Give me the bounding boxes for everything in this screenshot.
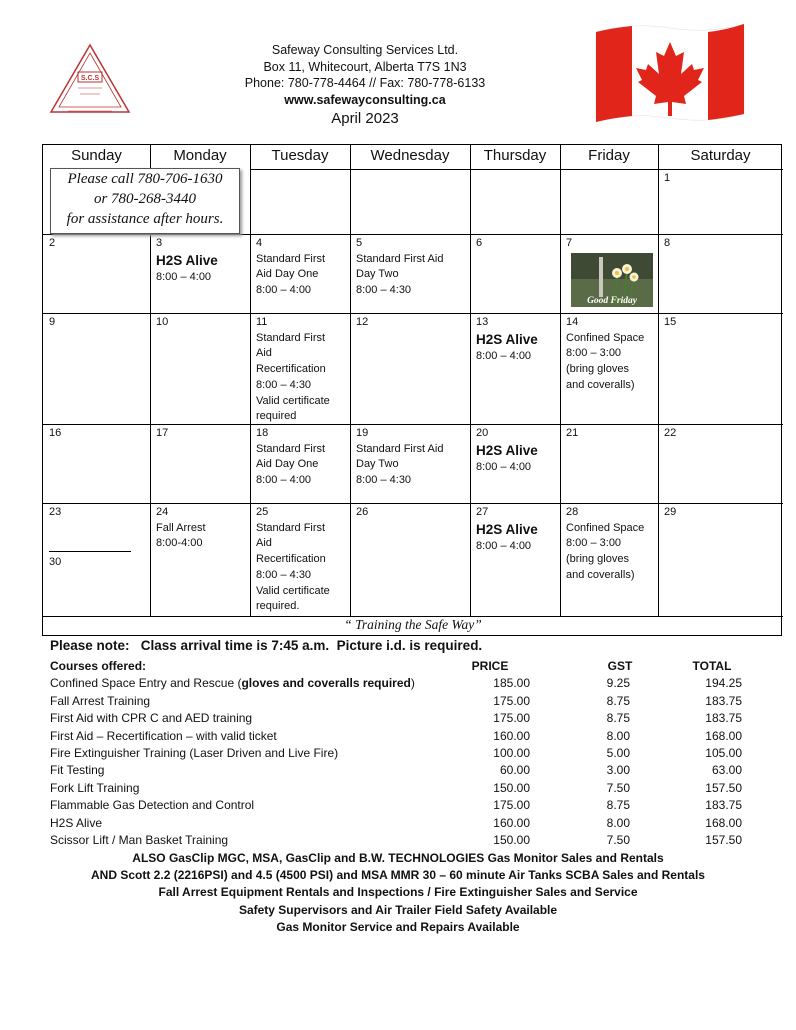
event-line: Aid Day One [256, 458, 319, 471]
course-name: H2S Alive [50, 815, 103, 830]
day-number: 29 [664, 506, 677, 518]
day-number: 14 [566, 316, 579, 328]
event-line: 8:00 – 4:00 [476, 539, 532, 552]
day-number: 4 [256, 237, 263, 249]
day-header-friday: Friday [588, 147, 630, 164]
event-line: 8:00 – 4:30 [256, 568, 312, 581]
day-cell [658, 313, 783, 424]
event-line: 8:00 – 4:00 [256, 284, 312, 297]
day-number: 21 [566, 427, 579, 439]
course-gst: 8.00 [606, 815, 630, 830]
safeway-logo-icon [48, 42, 132, 116]
company-header [200, 42, 530, 129]
event-line: 8:00 – 4:30 [256, 378, 312, 391]
day-number: 24 [156, 506, 169, 518]
day-number: 12 [356, 316, 369, 328]
event-line: required [256, 410, 297, 423]
day-cell [658, 234, 783, 313]
day-number: 22 [664, 427, 677, 439]
service-line: AND Scott 2.2 (2216PSI) and 4.5 (4500 PSI) and MSA MMR 30 – 60 minute Air Tanks SCBA Sales and Rentals [91, 868, 705, 883]
event-title: H2S Alive [476, 442, 538, 458]
event-line: 8:00 – 4:00 [156, 270, 212, 283]
day-cell [350, 313, 470, 424]
day-cell [150, 234, 250, 313]
course-name: Scissor Lift / Man Basket Training [50, 832, 229, 847]
day-number: 15 [664, 316, 677, 328]
day-cell [560, 313, 658, 424]
table-row [50, 832, 750, 849]
header-courses: Courses offered: [50, 659, 147, 673]
course-gst: 8.75 [606, 798, 630, 813]
course-gst: 8.00 [606, 728, 630, 743]
day-header-saturday: Saturday [690, 147, 751, 164]
event-line: 8:00 – 3:00 [566, 537, 622, 550]
day-cell [350, 503, 470, 616]
day-number: 26 [356, 506, 369, 518]
service-line: Fall Arrest Equipment Rentals and Inspections / Fire Extinguisher Sales and Service [158, 885, 638, 900]
callout-line: Please call 780-706-1630 [67, 171, 223, 187]
day-cell [470, 234, 560, 313]
event-line: 8:00 – 4:30 [356, 284, 412, 297]
day-cell [43, 503, 150, 616]
table-row [50, 728, 750, 745]
event-line: Standard First [256, 331, 326, 344]
course-total: 63.00 [711, 763, 742, 778]
course-price: 175.00 [493, 693, 530, 708]
course-gst: 7.50 [606, 832, 630, 847]
course-name: Fall Arrest Training [50, 693, 151, 708]
price-table-header [50, 658, 750, 675]
callout-line: or 780-268-3440 [93, 191, 197, 207]
course-total: 168.00 [705, 728, 742, 743]
course-price: 150.00 [493, 780, 530, 795]
day-header-wednesday: Wednesday [370, 147, 450, 164]
day-header-tuesday: Tuesday [271, 147, 329, 164]
table-row [50, 762, 750, 779]
day-cell [658, 169, 783, 234]
course-name: First Aid – Recertification – with valid ticket [50, 728, 277, 743]
company-website[interactable]: www.safewayconsulting.ca [284, 92, 446, 107]
table-row [50, 693, 750, 710]
day-number: 8 [664, 237, 671, 249]
arrival-note: Please note: Class arrival time is 7:45 a.m. Picture i.d. is required. [50, 638, 483, 653]
course-gst: 7.50 [606, 780, 630, 795]
day-number: 30 [49, 555, 62, 568]
event-line: Valid certificate [256, 584, 330, 597]
course-total: 168.00 [705, 815, 742, 830]
day-number: 28 [566, 506, 579, 518]
day-number: 2 [49, 237, 56, 249]
event-line: Recertification [256, 363, 326, 376]
course-total: 183.75 [705, 711, 742, 726]
event-line: Standard First Aid [356, 442, 444, 455]
table-row [50, 675, 750, 692]
course-gst: 8.75 [606, 693, 630, 708]
day-cell [150, 313, 250, 424]
course-name: Confined Space Entry and Rescue (gloves and coveralls required) [50, 676, 415, 691]
day-cell [470, 313, 560, 424]
course-total: 183.75 [705, 693, 742, 708]
day-cell [43, 424, 150, 503]
course-gst: 5.00 [606, 745, 630, 760]
day-number: 16 [49, 427, 62, 439]
table-row [50, 797, 750, 814]
table-row [50, 745, 750, 762]
company-phone: Phone: 780-778-4464 // Fax: 780-778-6133 [244, 76, 486, 90]
event-line: (bring gloves [566, 553, 629, 566]
event-line: 8:00 – 4:00 [256, 474, 312, 487]
course-gst: 9.25 [606, 676, 630, 691]
header-gst: GST [607, 659, 633, 673]
event-line: required. [256, 600, 300, 613]
course-total: 194.25 [705, 676, 742, 691]
course-name: Fork Lift Training [50, 780, 140, 795]
event-line: Aid [256, 537, 272, 550]
event-title: H2S Alive [476, 331, 538, 347]
good-friday-image [571, 253, 653, 307]
event-line: (bring gloves [566, 363, 629, 376]
day-cell [470, 424, 560, 503]
table-row [50, 710, 750, 727]
event-line: 8:00 – 4:00 [476, 349, 532, 362]
day-header-monday: Monday [173, 147, 227, 164]
course-price: 60.00 [499, 763, 530, 778]
day-cell [350, 424, 470, 503]
split-divider [49, 551, 131, 552]
event-line: Standard First [256, 521, 326, 534]
day-number: 25 [256, 506, 269, 518]
course-price: 175.00 [493, 711, 530, 726]
day-number: 9 [49, 316, 56, 328]
header-price: PRICE [471, 659, 509, 673]
day-cell [250, 234, 350, 313]
day-cell [560, 424, 658, 503]
logo-text: S.C.S [80, 75, 100, 82]
event-line: and coveralls) [566, 568, 635, 581]
day-cell [150, 503, 250, 616]
day-number: 5 [356, 237, 363, 249]
day-cell [560, 503, 658, 616]
service-line: Gas Monitor Service and Repairs Available [276, 919, 520, 934]
services-list [40, 850, 756, 936]
event-line: Fall Arrest [156, 521, 206, 534]
event-line: Standard First [256, 252, 326, 265]
day-number: 11 [256, 316, 268, 328]
event-line: Aid Day One [256, 268, 319, 281]
event-line: Aid [256, 347, 272, 360]
day-number: 6 [476, 237, 483, 249]
event-title: H2S Alive [156, 252, 218, 268]
event-title: H2S Alive [476, 521, 538, 537]
course-price: 160.00 [493, 728, 530, 743]
course-price: 100.00 [493, 745, 530, 760]
day-cell [43, 313, 150, 424]
event-line: Confined Space [566, 331, 645, 344]
event-line: Day Two [356, 268, 399, 281]
day-cell [250, 424, 350, 503]
day-header-thursday: Thursday [483, 147, 547, 164]
course-name: Fit Testing [50, 763, 105, 778]
event-line: Valid certificate [256, 394, 330, 407]
course-total: 157.50 [705, 780, 742, 795]
day-cell [250, 313, 350, 424]
day-number: 7 [566, 237, 573, 249]
day-number: 23 [49, 506, 62, 518]
course-price: 175.00 [493, 798, 530, 813]
course-name: Fire Extinguisher Training (Laser Driven and Live Fire) [50, 745, 339, 760]
table-row [50, 815, 750, 832]
service-line: ALSO GasClip MGC, MSA, GasClip and B.W. TECHNOLOGIES Gas Monitor Sales and Rentals [132, 851, 664, 865]
event-line: 8:00-4:00 [156, 537, 203, 550]
header-total: TOTAL [692, 659, 732, 673]
course-price: 150.00 [493, 832, 530, 847]
event-line: Day Two [356, 458, 399, 471]
course-name: Flammable Gas Detection and Control [50, 798, 255, 813]
company-address: Box 11, Whitecourt, Alberta T7S 1N3 [263, 59, 467, 74]
canadian-flag-icon [592, 18, 748, 128]
day-header-sunday: Sunday [71, 147, 122, 164]
course-name: First Aid with CPR C and AED training [50, 711, 253, 726]
price-table [50, 658, 750, 849]
course-total: 105.00 [705, 745, 742, 760]
event-line: and coveralls) [566, 378, 635, 391]
day-number: 18 [256, 427, 269, 439]
course-gst: 8.75 [606, 711, 630, 726]
event-line: 8:00 – 4:30 [356, 474, 412, 487]
course-price: 185.00 [493, 676, 530, 691]
event-line: 8:00 – 4:00 [476, 460, 532, 473]
event-line: 8:00 – 3:00 [566, 347, 622, 360]
day-number: 1 [664, 172, 671, 184]
day-number: 20 [476, 427, 489, 439]
event-line: Standard First [256, 442, 326, 455]
day-cell [658, 503, 783, 616]
day-number: 10 [156, 316, 169, 328]
event-line: Standard First Aid [356, 252, 444, 265]
day-cell [350, 234, 470, 313]
motto: “ Training the Safe Way” [344, 617, 482, 632]
calendar-month: April 2023 [331, 110, 399, 127]
day-cell [43, 234, 150, 313]
callout-line: for assistance after hours. [66, 211, 224, 227]
day-number: 17 [156, 427, 169, 439]
day-cell [250, 503, 350, 616]
course-total: 183.75 [705, 798, 742, 813]
company-name: Safeway Consulting Services Ltd. [271, 43, 459, 57]
day-cell [470, 503, 560, 616]
day-number: 3 [156, 237, 163, 249]
course-total: 157.50 [705, 832, 742, 847]
event-line: Recertification [256, 553, 326, 566]
good-friday-label: Good Friday [587, 296, 637, 306]
after-hours-callout [50, 168, 240, 234]
event-line: Confined Space [566, 521, 645, 534]
course-price: 160.00 [493, 815, 530, 830]
day-number: 19 [356, 427, 369, 439]
day-number: 27 [476, 506, 489, 518]
day-cell [658, 424, 783, 503]
table-row [50, 780, 750, 797]
day-number: 13 [476, 316, 489, 328]
service-line: Safety Supervisors and Air Trailer Field Safety Available [238, 902, 558, 917]
day-cell [150, 424, 250, 503]
course-gst: 3.00 [606, 763, 630, 778]
